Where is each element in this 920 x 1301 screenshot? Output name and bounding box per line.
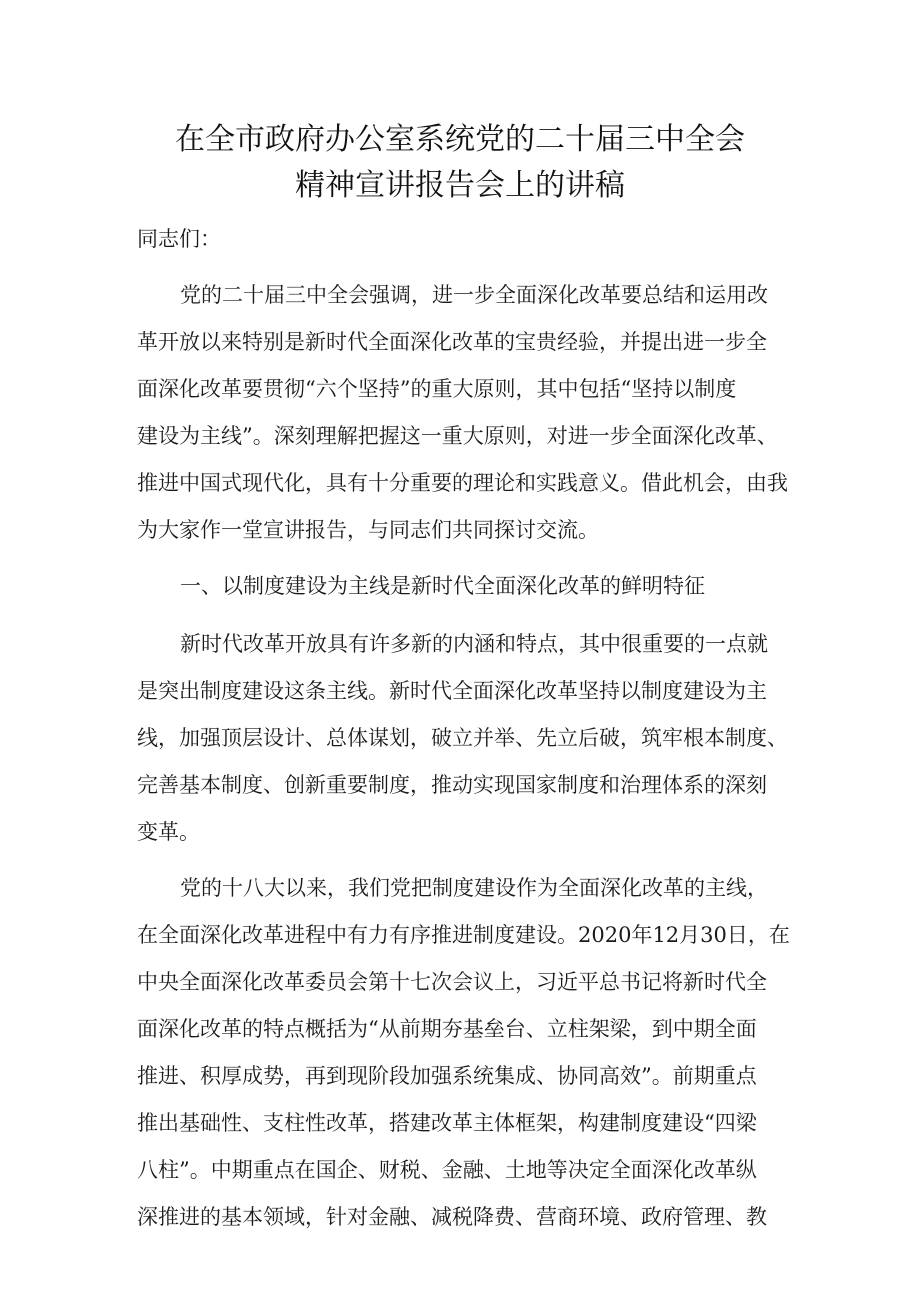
section-heading-1: 一、以制度建设为主线是新时代全面深化改革的鲜明特征 bbox=[180, 574, 705, 598]
paragraph-1-line-2: 革开放以来特别是新时代全面深化改革的宝贵经验，并提出进一步全 bbox=[137, 330, 767, 354]
paragraph-1-line-1: 党的二十届三中全会强调，进一步全面深化改革要总结和运用改 bbox=[180, 283, 768, 307]
paragraph-3-line-7: 八柱”。中期重点在国企、财税、金融、土地等决定全面深化改革纵 bbox=[137, 1158, 757, 1182]
paragraph-3-line-5: 推进、积厚成势，再到现阶段加强系统集成、协同高效”。前期重点 bbox=[137, 1064, 757, 1088]
paragraph-3-line-3: 中央全面深化改革委员会第十七次会议上，习近平总书记将新时代全 bbox=[137, 970, 767, 994]
paragraph-3-line-2: 在全面深化改革进程中有力有序推进制度建设。2020年12月30日，在 bbox=[137, 923, 790, 947]
paragraph-1-line-6: 为大家作一堂宣讲报告，与同志们共同探讨交流。 bbox=[137, 518, 599, 542]
paragraph-2-line-2: 是突出制度建设这条主线。新时代全面深化改革坚持以制度建设为主 bbox=[137, 679, 767, 703]
paragraph-3-line-6: 推出基础性、支柱性改革，搭建改革主体框架，构建制度建设“四梁 bbox=[137, 1111, 757, 1135]
document-title-line-2: 精神宣讲报告会上的讲稿 bbox=[295, 168, 625, 203]
paragraph-1-line-5: 推进中国式现代化，具有十分重要的理论和实践意义。借此机会，由我 bbox=[137, 471, 788, 495]
paragraph-1-line-3: 面深化改革要贯彻“六个坚持”的重大原则，其中包括“坚持以制度 bbox=[137, 377, 737, 401]
document-title-line-1: 在全市政府办公室系统党的二十届三中全会 bbox=[175, 122, 745, 157]
paragraph-2-line-1: 新时代改革开放具有许多新的内涵和特点，其中很重要的一点就 bbox=[180, 632, 768, 656]
salutation: 同志们： bbox=[137, 227, 221, 251]
paragraph-3-line-1: 党的十八大以来，我们党把制度建设作为全面深化改革的主线， bbox=[180, 876, 768, 900]
paragraph-3-line-8: 深推进的基本领域，针对金融、减税降费、营商环境、政府管理、教 bbox=[137, 1205, 767, 1229]
paragraph-2-line-4: 完善基本制度、创新重要制度，推动实现国家制度和治理体系的深刻 bbox=[137, 773, 767, 797]
paragraph-2-line-5: 变革。 bbox=[137, 820, 200, 844]
paragraph-3-line-4: 面深化改革的特点概括为“从前期夯基垒台、立柱架梁，到中期全面 bbox=[137, 1017, 757, 1041]
paragraph-1-line-4: 建设为主线”。深刻理解把握这一重大原则，对进一步全面深化改革、 bbox=[137, 424, 778, 448]
paragraph-2-line-3: 线，加强顶层设计、总体谋划，破立并举、先立后破，筑牢根本制度、 bbox=[137, 726, 788, 750]
